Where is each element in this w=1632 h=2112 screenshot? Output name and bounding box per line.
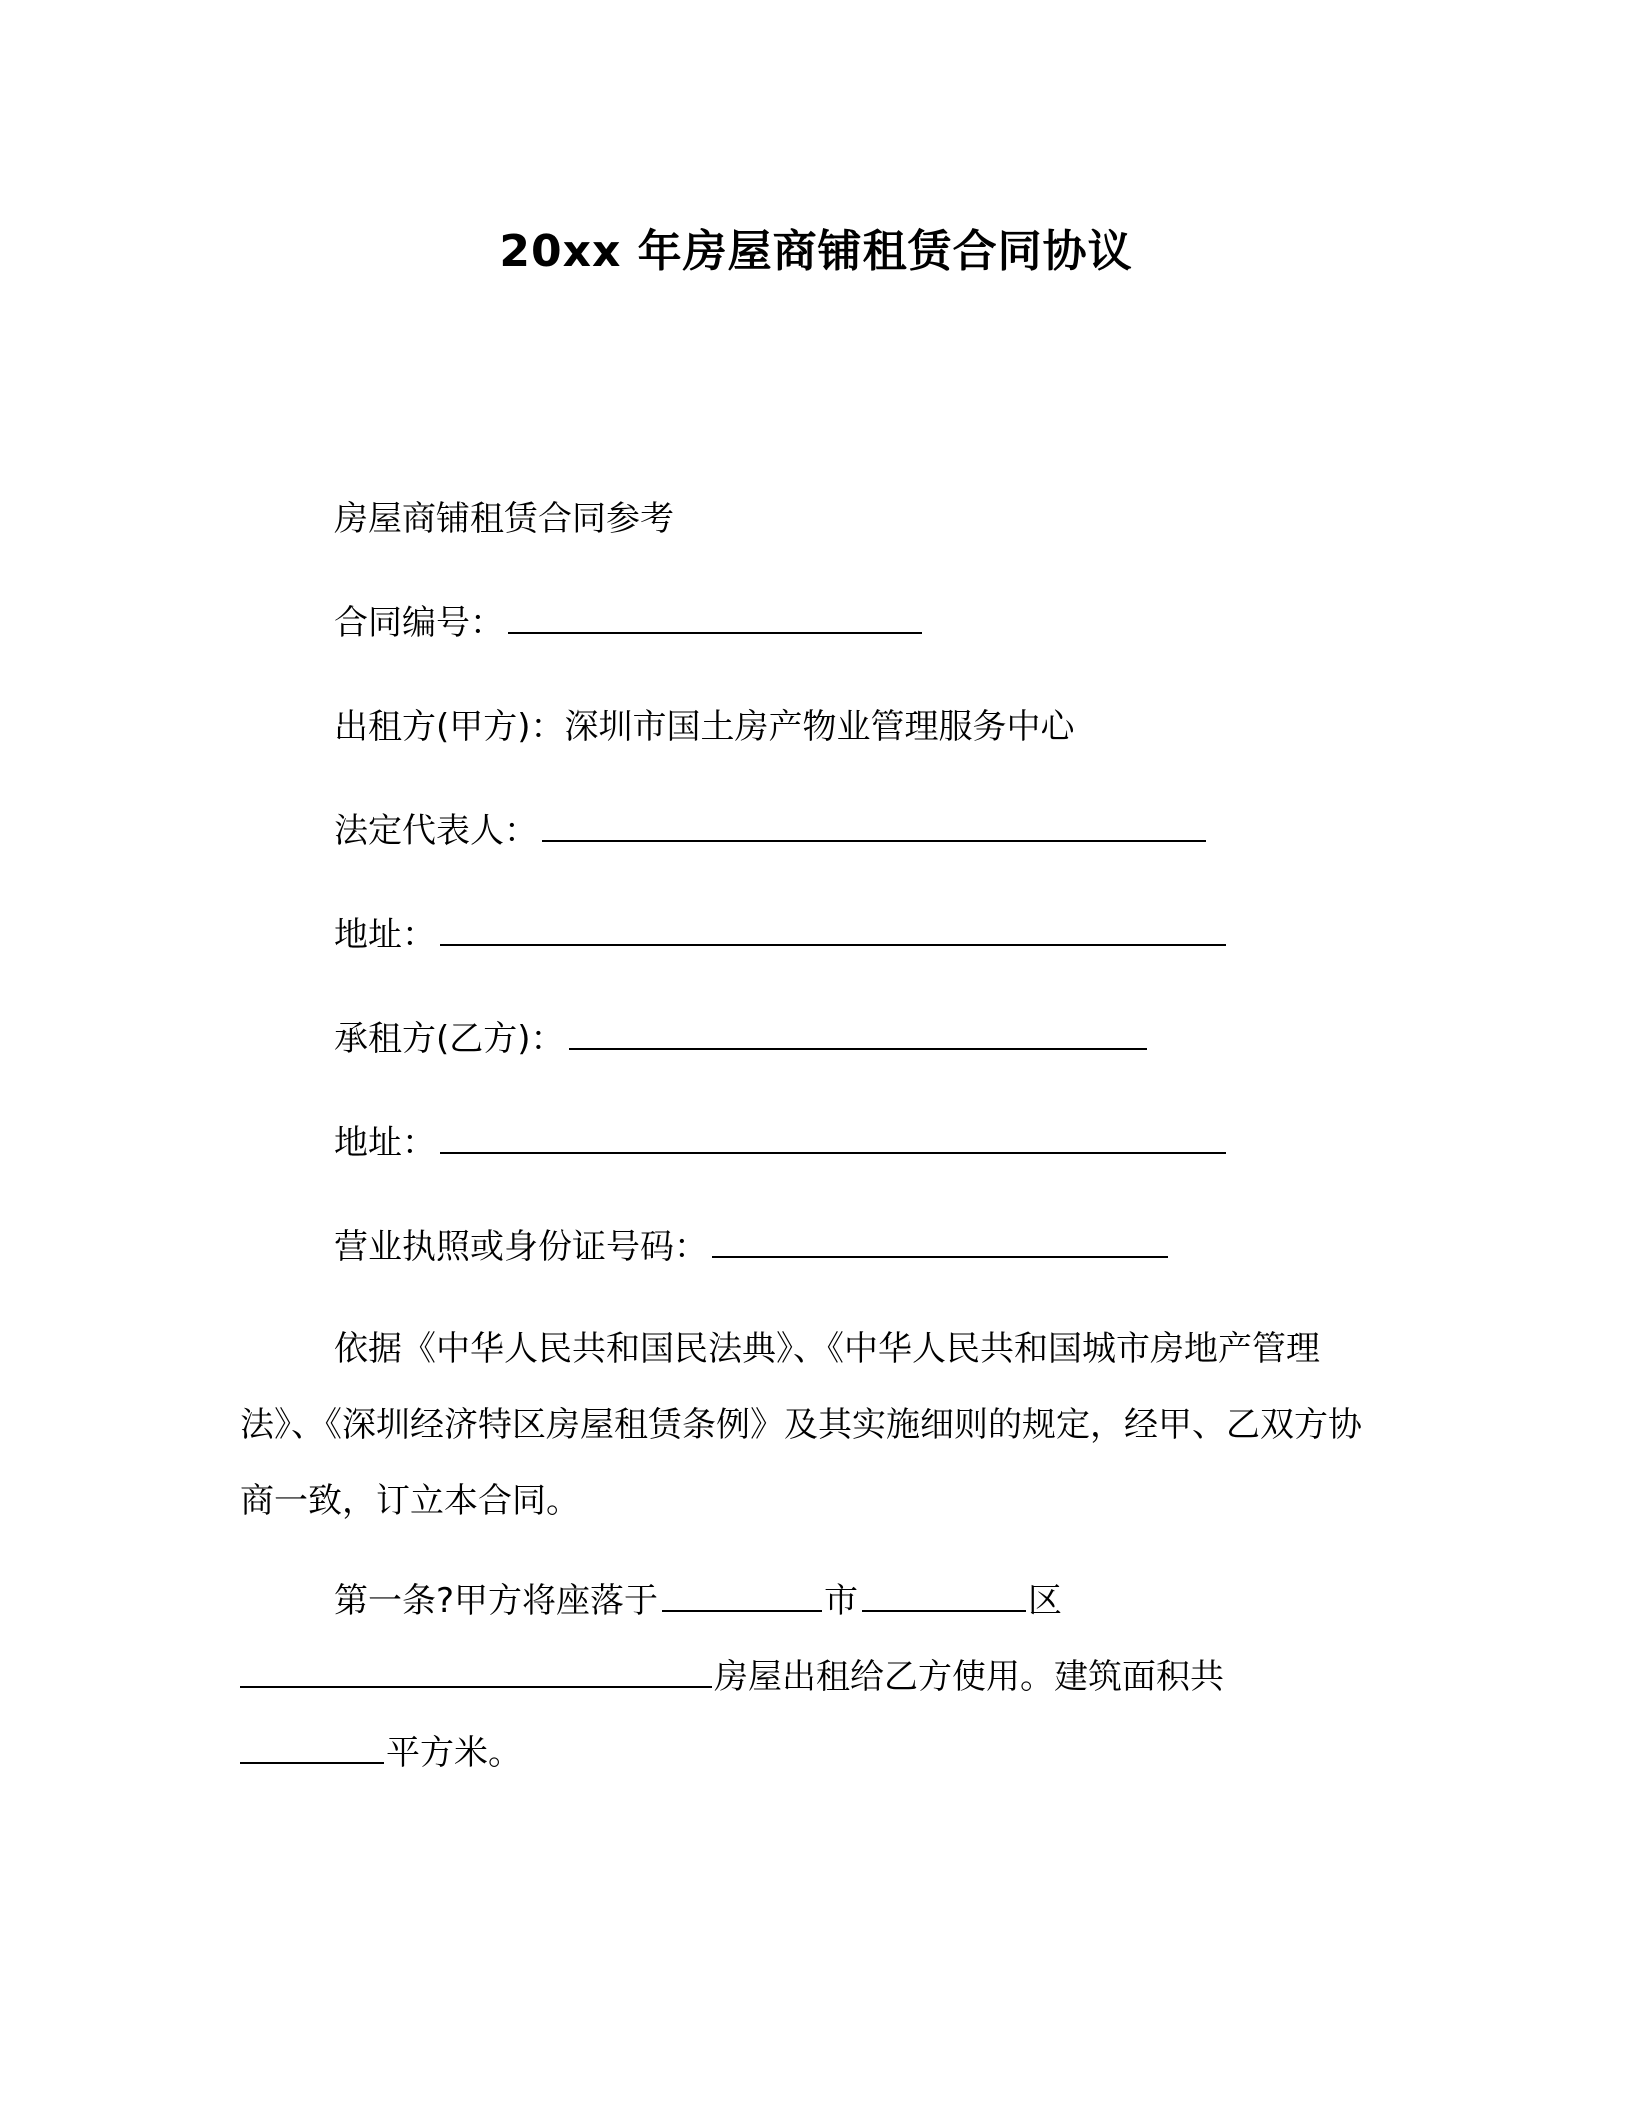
district-label: 区 xyxy=(1028,1581,1063,1621)
address-detail-blank xyxy=(240,1652,712,1688)
legal-representative-label: 法定代表人： xyxy=(334,811,538,851)
document-title: 20xx 年房屋商铺租赁合同协议 xyxy=(499,226,1133,277)
city-blank xyxy=(662,1576,822,1612)
contract-number-label: 合同编号： xyxy=(334,603,504,643)
article-1-line-1 xyxy=(334,1576,1062,1626)
area-unit: 平方米。 xyxy=(386,1733,522,1773)
article-1-line-3 xyxy=(240,1728,522,1778)
lessee-row xyxy=(334,1014,1147,1064)
lessor-value: 深圳市国土房产物业管理服务中心 xyxy=(564,707,1075,747)
article-1-line-2 xyxy=(240,1652,1224,1702)
lessor-address-row xyxy=(334,910,1226,960)
legal-representative-blank xyxy=(542,806,1206,842)
lessor-label: 出租方(甲方)： xyxy=(334,707,565,747)
lessee-label: 承租方(乙方)： xyxy=(334,1019,565,1059)
license-id-label: 营业执照或身份证号码： xyxy=(334,1227,708,1267)
lessee-blank xyxy=(569,1014,1147,1050)
city-label: 市 xyxy=(824,1581,859,1621)
article-1-rent-text: 房屋出租给乙方使用。建筑面积共 xyxy=(714,1657,1224,1697)
lessor-address-blank xyxy=(440,910,1226,946)
lessor-row xyxy=(334,702,1075,752)
contract-number-row xyxy=(334,598,922,648)
contract-number-blank xyxy=(508,598,922,634)
area-blank xyxy=(240,1728,384,1764)
lessor-address-label: 地址： xyxy=(334,915,436,955)
license-id-blank xyxy=(712,1222,1168,1258)
legal-basis-paragraph: 依据《中华人民共和国民法典》、《中华人民共和国城市房地产管理法》、《深圳经济特区房屋租赁条例》及其实施细则的规定，经甲、乙双方协商一致，订立本合同。 xyxy=(240,1329,1362,1521)
license-id-row xyxy=(334,1222,1168,1272)
district-blank xyxy=(862,1576,1026,1612)
lessee-address-blank xyxy=(440,1118,1226,1154)
lessee-address-row xyxy=(334,1118,1226,1168)
subtitle: 房屋商铺租赁合同参考 xyxy=(334,499,674,539)
article-1-intro: 第一条?甲方将座落于 xyxy=(334,1581,659,1621)
legal-representative-row xyxy=(334,806,1206,856)
lessee-address-label: 地址： xyxy=(334,1123,436,1163)
